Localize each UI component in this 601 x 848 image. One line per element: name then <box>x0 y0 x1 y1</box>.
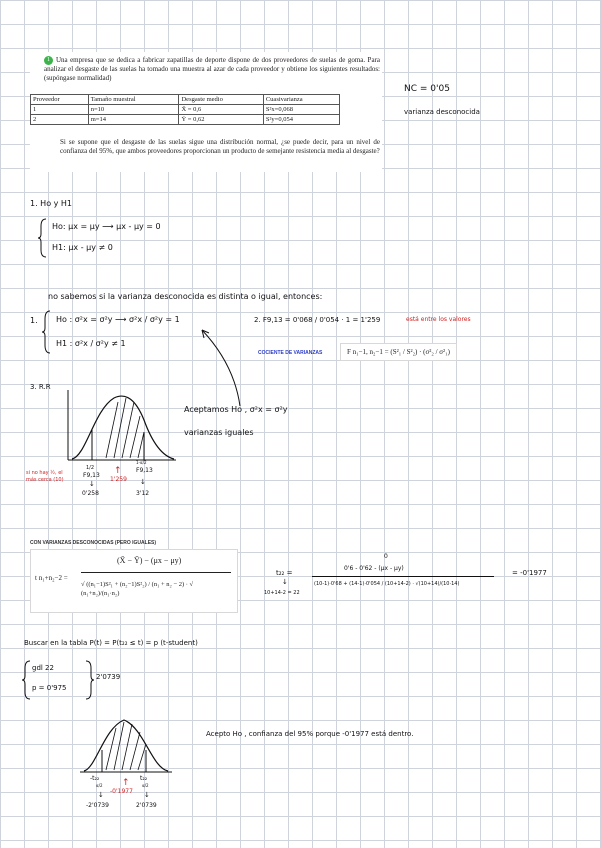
f-statistic-note: está entre los valores <box>406 316 471 323</box>
rr2-left-val: -2'0739 <box>86 802 109 809</box>
table-cell: S²x=0,068 <box>263 105 339 115</box>
tstudent-box-label: CON VARIANZAS DESCONOCIDAS (PERO IGUALES) <box>30 540 157 546</box>
rr1-conclusion-2: varianzas iguales <box>184 428 254 437</box>
nc-note: NC = 0'05 <box>404 84 450 94</box>
table-row <box>31 115 340 125</box>
data-table <box>30 94 340 125</box>
rr1-mid-arrow: ↑ <box>114 466 122 476</box>
rr1-right-crit-top: 1-α/2 <box>136 460 147 465</box>
rr1-right-arrow: ↓ <box>140 478 146 486</box>
t-numerator: 0'6 - 0'62 - (μx - μy) <box>344 565 404 572</box>
tabla-right-brace <box>84 660 94 700</box>
varianzas-h0: Ho : σ²x = σ²y ⟶ σ²x / σ²y = 1 <box>56 315 180 324</box>
t-sub: 10+14-2 = 22 <box>264 590 300 596</box>
tstudent-formula-lhs: t n₁+n₂−2 = <box>35 574 68 582</box>
table-cell: 1 <box>31 105 89 115</box>
varianza-note: varianza desconocida <box>404 108 480 116</box>
rr2-right-arrow: ↓ <box>144 791 150 799</box>
varianzas-brace <box>42 310 52 354</box>
cociente-formula: F n₁−1, n₂−1 = (S²₁ / S²₂) · (σ²₂ / σ²₁) <box>340 343 457 361</box>
varianzas-step-label: 1. <box>30 316 38 325</box>
step1-h0: Ho: μx = μy ⟶ μx - μy = 0 <box>52 222 161 231</box>
rr1-conclusion-1: Aceptamos Ho , σ²x = σ²y <box>184 405 288 414</box>
tabla-left-brace <box>22 660 32 700</box>
tabla-line: Buscar en la tabla P(t) = P(t₂₂ ≤ t) = p (t-student) <box>24 639 198 647</box>
f-statistic: 2. F9,13 = 0'068 / 0'054 · 1 = 1'259 <box>254 316 381 324</box>
tabla-gdl: gdl 22 <box>32 664 54 672</box>
problem-paragraph-1: 1 Una empresa que se dedica a fabricar zapatillas de deporte dispone de dos proveedores de suelas de goma. Para analizar el desgaste de las suelas ha tomado una muestra al azar de cada proveedor y obtiene los siguientes resultados: (supóngase normalidad) <box>44 56 380 83</box>
rr1-label: 3. R.R <box>30 383 51 391</box>
t-sub-arrow: ↓ <box>282 578 288 586</box>
table-cell: S²y=0,054 <box>263 115 339 125</box>
t-denominator: (10-1)·0'68 + (14-1)·0'054 / (10+14-2) · √(10+14)/(10·14) <box>314 581 460 587</box>
rr1-right-crit: F9,13 <box>136 467 153 474</box>
table-header: Tamaño muestral <box>88 95 179 105</box>
t-distribution-curve <box>80 714 172 774</box>
t-result: = -0'1977 <box>512 569 547 577</box>
table-row <box>31 105 340 115</box>
table-header: Desgaste medio <box>179 95 263 105</box>
varianzas-h1: H1 : σ²x / σ²y ≠ 1 <box>56 339 126 348</box>
table-header-row <box>31 95 340 105</box>
rr1-right-val: 3'12 <box>136 490 150 497</box>
table-cell: 2 <box>31 115 89 125</box>
table-cell: Ȳ = 0,62 <box>179 115 263 125</box>
rr1-mid-val: 1'259 <box>110 476 127 483</box>
rr2-left-arrow: ↓ <box>98 791 104 799</box>
table-header: Proveedor <box>31 95 89 105</box>
rr1-left-val: 0'258 <box>82 490 99 497</box>
problem-number-badge: 1 <box>44 56 53 65</box>
problem-paragraph-2: Si se supone que el desgaste de las suelas sigue una distribución normal, ¿se puede decir, para un nivel de confianza del 95%, que ambos proveedores proporcionan un producto de semejante resistencia media al desgaste? <box>60 138 380 155</box>
tabla-result: 2'0739 <box>96 673 121 681</box>
tstudent-formula-box <box>30 549 238 613</box>
t-fraction-bar <box>312 576 494 577</box>
hypothesis-brace <box>38 218 48 258</box>
tstudent-formula-num: (X̄ − Ȳ) − (μx − μy) <box>117 556 182 565</box>
rr2-right-val: 2'0739 <box>136 802 157 809</box>
table-cell: n=10 <box>88 105 179 115</box>
rr2-right-crit: t₂₂ <box>140 775 148 782</box>
arrow-to-conclusion <box>196 324 246 408</box>
varianza-explanation: no sabemos si la varianza desconocida es distinta o igual, entonces: <box>48 292 323 301</box>
rr2-left-crit: -t₂₂ <box>90 775 100 782</box>
t-label: t₂₂ = <box>276 569 293 577</box>
rr2-left-crit-frac: α/2 <box>96 783 103 788</box>
cociente-label: COCIENTE DE VARIANZAS <box>258 350 323 356</box>
t-top-zero: 0 <box>384 553 388 560</box>
problem-statement <box>30 52 382 172</box>
table-cell: X̄ = 0,6 <box>179 105 263 115</box>
table-cell: m=14 <box>88 115 179 125</box>
f-distribution-curve <box>66 390 178 464</box>
rr2-right-crit-frac: α/2 <box>142 783 149 788</box>
rr2-red-arrow: ↑ <box>122 778 130 788</box>
rr2-red-val: -0'1977 <box>110 788 133 795</box>
step1-h1: H1: μx - μy ≠ 0 <box>52 243 113 252</box>
tabla-p: p = 0'975 <box>32 684 67 692</box>
rr2-conclusion: Acepto Ho , confianza del 95% porque -0'1977 está dentro. <box>206 730 414 738</box>
rr1-red-note: si no hay ½, el más cerca (10) <box>26 470 64 483</box>
rr1-left-arrow: ↓ <box>89 480 95 488</box>
tstudent-fraction-bar <box>81 572 231 573</box>
rr1-left-crit: F9,13 <box>83 472 100 479</box>
tstudent-formula-den: √ ((n₁−1)S²₁ + (n₂−1)S²₂) / (n₁ + n₂ − 2) · √ (n₁+n₂)/(n₁·n₂) <box>81 581 194 597</box>
step1-title: 1. Ho y H1 <box>30 199 73 208</box>
rr1-left-crit-frac: 1/2 <box>86 465 95 471</box>
table-header: Cuasivarianza <box>263 95 339 105</box>
